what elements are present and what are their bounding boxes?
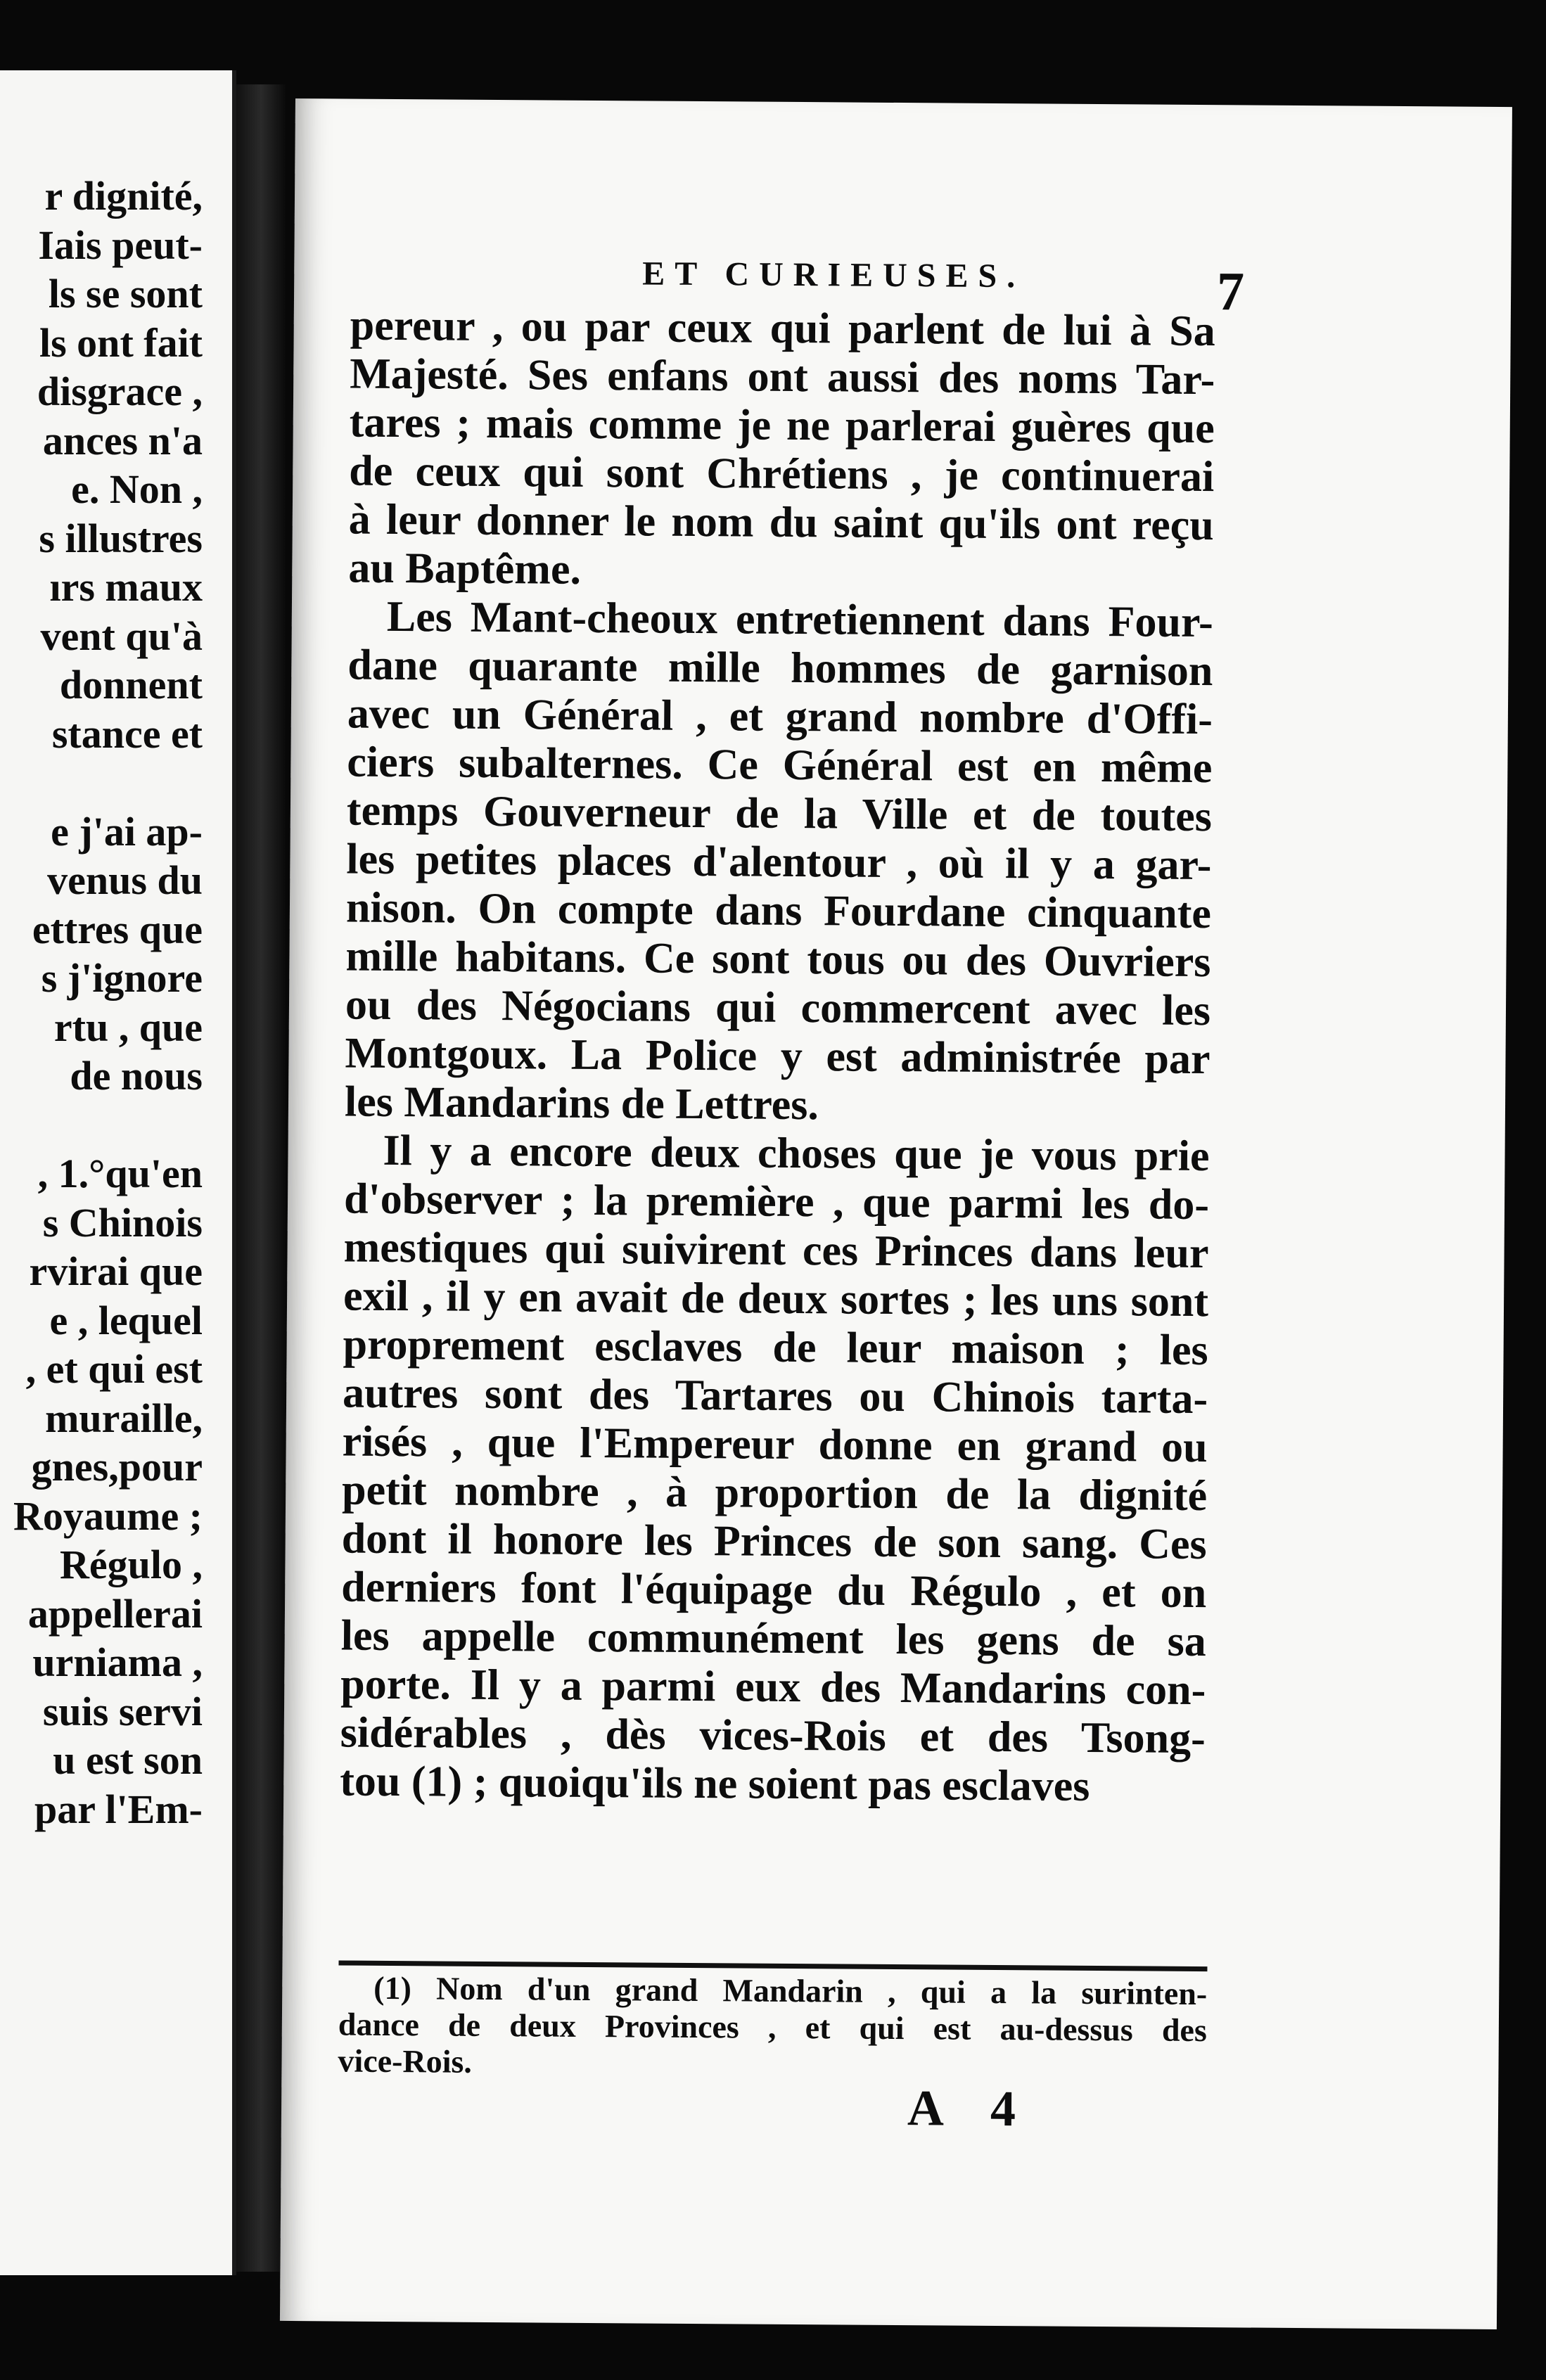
left-page-line: s illustres	[39, 515, 203, 561]
body-line: tou (1) ; quoiqu'ils ne soient pas esclaves	[340, 1757, 1090, 1810]
body-line: nison. On compte dans Fourdane cinquante	[345, 883, 1212, 938]
body-line: Les Mant-cheoux entretiennent dans Four-	[386, 592, 1214, 647]
left-page-line: , 1.°qu'en	[37, 1151, 203, 1196]
footnote-line: vice-Rois.	[338, 2042, 473, 2080]
left-page-line: ırs maux	[49, 564, 203, 610]
left-page-line: ls se sont	[48, 271, 203, 316]
body-line: proprement esclaves de leur maison ; les	[343, 1320, 1208, 1375]
body-line: avec un Général , et grand nombre d'Offi-	[347, 689, 1213, 744]
left-page-line: e j'ai ap-	[51, 808, 203, 855]
body-line: autres sont des Tartares ou Chinois tarta-	[342, 1369, 1208, 1423]
left-page-line: ls ont fait	[39, 319, 203, 366]
body-line: Majesté. Ses enfans ont aussi des noms Tar-	[350, 350, 1215, 404]
footnote-rule	[338, 1960, 1207, 1971]
left-page-line: de nous	[70, 1053, 203, 1099]
page-number: 7	[1216, 260, 1245, 322]
body-line: d'observer ; la première , que parmi les do-	[343, 1175, 1210, 1229]
left-page-line: u est son	[53, 1737, 203, 1783]
body-line: dont il honore les Princes de son sang. Ces	[341, 1514, 1207, 1569]
body-line: les Mandarins de Lettres.	[344, 1077, 819, 1130]
right-page	[280, 98, 1512, 2329]
signature-mark: A 4	[907, 2080, 1035, 2137]
left-page-line: appellerai	[27, 1590, 203, 1637]
body-line: Il y a encore deux choses que je vous prie	[383, 1126, 1210, 1181]
body-text	[340, 302, 1215, 1812]
footnote-line: dance de deux Provinces , et qui est au-dessus des	[338, 2006, 1208, 2049]
left-page-line: s Chinois	[42, 1199, 203, 1246]
left-page-line: donnent	[59, 662, 203, 708]
body-line: au Baptême.	[348, 544, 582, 594]
left-page-line: stance et	[51, 710, 203, 757]
body-line: temps Gouverneur de la Ville et de toutes	[346, 786, 1213, 841]
left-page-line: suis servi	[42, 1688, 203, 1734]
left-page-line: disgrace ,	[37, 369, 203, 414]
body-line: petit nombre , à proportion de la dignité	[341, 1466, 1208, 1521]
left-page-line: vent qu'à	[40, 613, 203, 659]
left-facing-page	[0, 70, 236, 2275]
left-page-line: urniama ,	[32, 1639, 203, 1685]
footnotes	[338, 1969, 1207, 2085]
left-page-line: Royaume ;	[13, 1492, 203, 1539]
left-page-line: r dignité,	[44, 173, 203, 219]
footnote-line: (1) Nom d'un grand Mandarin , qui a la surinten-	[373, 1969, 1208, 2012]
left-page-line: Iais peut-	[38, 222, 203, 268]
body-line: Montgoux. La Police y est administrée par	[345, 1029, 1210, 1084]
left-page-line: s j'ignore	[41, 955, 203, 1001]
left-page-line: e. Non ,	[71, 466, 203, 512]
body-line: porte. Il y a parmi eux des Mandarins con-	[340, 1660, 1206, 1715]
left-page-line: rvirai que	[29, 1248, 203, 1294]
body-line: exil , il y en avait de deux sortes ; les uns sont	[343, 1272, 1209, 1326]
body-line: les appelle communément les gens de sa	[340, 1611, 1206, 1666]
body-line: sidérables , dès vices-Rois et des Tsong-	[340, 1708, 1206, 1763]
body-line: les petites places d'alentour , où il y a gar-	[346, 835, 1212, 890]
body-line: risés , que l'Empereur donne en grand ou	[342, 1417, 1208, 1472]
body-line: tares ; mais comme je ne parlerai guères que	[349, 398, 1215, 453]
body-line: à leur donner le nom du saint qu'ils ont reçu	[348, 495, 1215, 550]
left-page-line: ances n'a	[42, 417, 203, 463]
left-page-line: par l'Em-	[34, 1786, 203, 1832]
body-line: mestiques qui suivirent ces Princes dans leur	[343, 1223, 1209, 1278]
left-page-line: gnes,pour	[31, 1444, 203, 1490]
running-head: ET CURIEUSES.	[642, 255, 1026, 295]
body-line: derniers font l'équipage du Régulo , et on	[340, 1563, 1207, 1618]
book-gutter	[236, 84, 286, 2272]
left-page-line: rtu , que	[53, 1004, 203, 1050]
body-line: dane quarante mille hommes de garnison	[347, 641, 1213, 696]
left-page-line: muraille,	[45, 1395, 203, 1441]
body-line: mille habitans. Ce sont tous ou des Ouvriers	[345, 932, 1211, 987]
body-line: pereur , ou par ceux qui parlent de lui à Sa	[350, 301, 1215, 356]
left-page-line: venus du	[47, 857, 203, 903]
left-page-line: Régulo ,	[60, 1542, 203, 1587]
body-line: de ceux qui sont Chrétiens , je continuerai	[349, 447, 1215, 501]
left-page-line: e , lequel	[49, 1297, 203, 1343]
left-page-line: ettres que	[32, 906, 203, 952]
left-page-line: , et qui est	[25, 1346, 203, 1392]
body-line: ou des Négocians qui commercent avec les	[345, 980, 1211, 1035]
body-line: ciers subalternes. Ce Général est en même	[347, 738, 1213, 793]
